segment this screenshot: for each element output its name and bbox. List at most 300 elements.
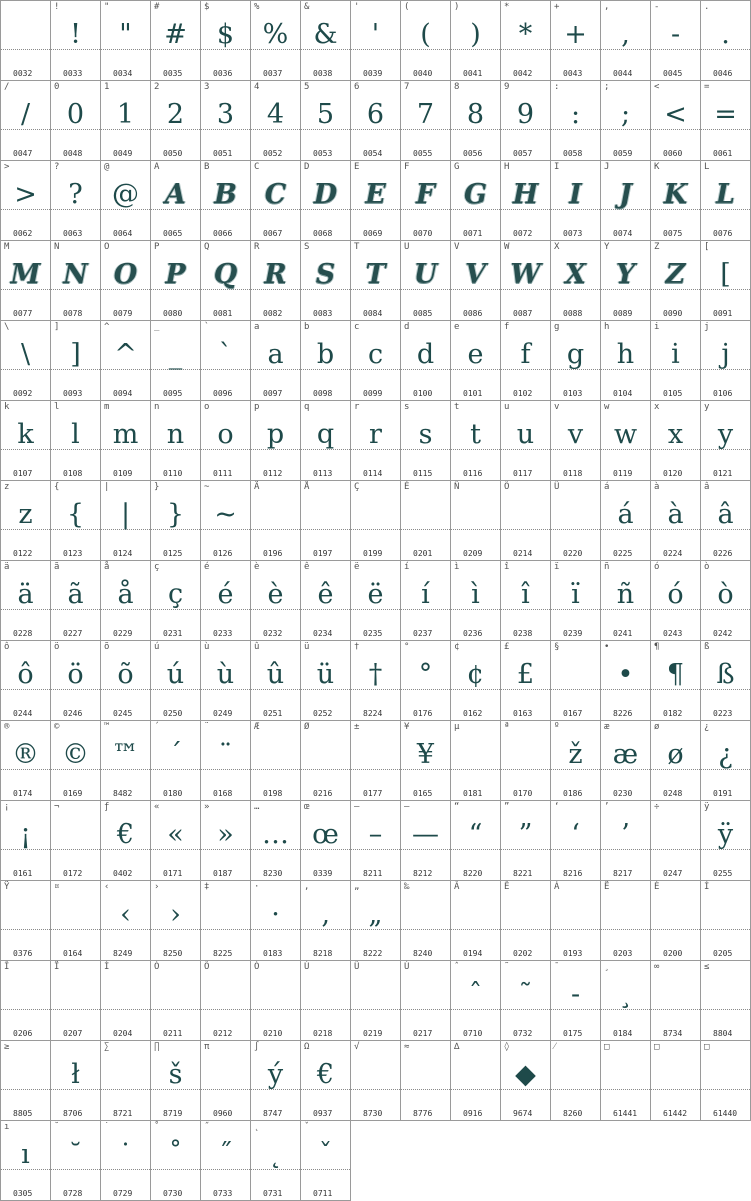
glyph-cell <box>101 561 151 641</box>
glyph-cell-label: ç <box>154 562 160 572</box>
glyph-sample: ù <box>216 659 235 690</box>
glyph-code: 0114 <box>363 469 383 478</box>
glyph-sample: , <box>621 19 630 50</box>
glyph-cell <box>401 81 451 161</box>
glyph-sample: ¿ <box>718 739 733 770</box>
glyph-cell <box>601 961 651 1041</box>
glyph-code: 0165 <box>413 789 433 798</box>
glyph-cell-label: Æ <box>254 722 260 732</box>
glyph-code: 0058 <box>563 149 583 158</box>
glyph-code: 0710 <box>463 1029 483 1038</box>
glyph-code: 0086 <box>463 309 483 318</box>
glyph-code: 0729 <box>113 1189 133 1198</box>
glyph-cell <box>1 961 51 1041</box>
glyph-cell <box>251 321 301 401</box>
glyph-code: 0067 <box>263 229 283 238</box>
glyph-code: 0255 <box>713 869 733 878</box>
glyph-code: 0054 <box>363 149 383 158</box>
glyph-code: 0123 <box>63 549 83 558</box>
glyph-cell-label: > <box>4 162 10 172</box>
glyph-cell-label: P <box>154 242 160 252</box>
baseline-rule <box>651 1009 700 1010</box>
glyph-code: 0071 <box>463 229 483 238</box>
glyph-sample: ™ <box>112 739 139 770</box>
glyph-cell-label: — <box>404 802 410 812</box>
glyph-cell <box>51 721 101 801</box>
glyph-cell-label: © <box>54 722 60 732</box>
glyph-sample: © <box>62 739 89 770</box>
glyph-sample: h <box>616 339 635 370</box>
glyph-code: 0109 <box>113 469 133 478</box>
glyph-cell-label: ¥ <box>404 722 410 732</box>
glyph-cell <box>651 641 701 721</box>
glyph-cell <box>601 161 651 241</box>
glyph-code: 0376 <box>13 949 33 958</box>
glyph-cell-label: z <box>4 482 10 492</box>
glyph-code: 8221 <box>513 869 533 878</box>
glyph-cell-label: _ <box>154 322 160 332</box>
glyph-sample: : <box>570 99 581 130</box>
baseline-rule <box>351 769 400 770</box>
glyph-sample: ° <box>418 659 433 690</box>
glyph-code: 0251 <box>263 709 283 718</box>
baseline-rule <box>501 929 550 930</box>
baseline-rule <box>451 529 500 530</box>
glyph-cell <box>351 401 401 481</box>
glyph-code: 0039 <box>363 69 383 78</box>
glyph-cell-label: & <box>304 2 310 12</box>
glyph-code: 0235 <box>363 629 383 638</box>
glyph-sample: Y <box>615 259 636 290</box>
glyph-sample: “ <box>468 819 483 850</box>
glyph-cell-label: ⁄ <box>554 1042 556 1052</box>
glyph-cell <box>51 881 101 961</box>
glyph-cell <box>351 161 401 241</box>
glyph-cell-label: √ <box>354 1042 360 1052</box>
glyph-code: 0162 <box>463 709 483 718</box>
glyph-cell-label: ∆ <box>454 1042 460 1052</box>
glyph-sample: w <box>613 419 638 450</box>
glyph-cell <box>351 961 401 1041</box>
glyph-cell-label: W <box>504 242 510 252</box>
glyph-code: 0108 <box>63 469 83 478</box>
glyph-code: 0236 <box>463 629 483 638</box>
glyph-code: 0057 <box>513 149 533 158</box>
glyph-cell-label: , <box>604 2 610 12</box>
glyph-code: 8211 <box>363 869 383 878</box>
glyph-sample: ¨ <box>218 739 233 770</box>
glyph-sample: ( <box>420 19 431 50</box>
glyph-sample: H <box>512 179 539 210</box>
glyph-sample: e <box>467 339 484 370</box>
glyph-code: 0033 <box>63 69 83 78</box>
glyph-cell-label: ¢ <box>454 642 460 652</box>
glyph-cell-label: \ <box>4 322 10 332</box>
glyph-code: 8805 <box>13 1109 33 1118</box>
glyph-code: 8218 <box>313 949 333 958</box>
glyph-cell-label: ' <box>354 2 360 12</box>
glyph-sample: ¢ <box>466 659 485 690</box>
glyph-code: 0119 <box>613 469 633 478</box>
glyph-code: 0064 <box>113 229 133 238</box>
glyph-cell-label: ø <box>654 722 660 732</box>
glyph-cell <box>501 961 551 1041</box>
glyph-cell-label: } <box>154 482 160 492</box>
glyph-sample: „ <box>368 899 383 930</box>
glyph-cell-label: m <box>104 402 110 412</box>
glyph-cell-label: E <box>354 162 360 172</box>
glyph-cell <box>551 161 601 241</box>
glyph-code: 0172 <box>63 869 83 878</box>
glyph-sample: ® <box>12 739 39 770</box>
glyph-cell-label: [ <box>704 242 710 252</box>
glyph-cell <box>251 1 301 81</box>
glyph-code: 8230 <box>263 869 283 878</box>
glyph-code: 0063 <box>63 229 83 238</box>
glyph-cell <box>701 961 751 1041</box>
glyph-code: 0960 <box>213 1109 233 1118</box>
glyph-code: 0042 <box>513 69 533 78</box>
glyph-sample: N <box>63 259 88 290</box>
glyph-cell <box>351 721 401 801</box>
glyph-cell <box>401 961 451 1041</box>
glyph-code: 0055 <box>413 149 433 158</box>
glyph-sample: ` <box>218 339 233 370</box>
glyph-cell <box>301 881 351 961</box>
glyph-code: 0113 <box>313 469 333 478</box>
glyph-sample: ’ <box>621 819 630 850</box>
glyph-code: 0197 <box>313 549 333 558</box>
glyph-sample: v <box>567 419 584 450</box>
glyph-sample: 2 <box>166 99 185 130</box>
glyph-cell <box>201 561 251 641</box>
glyph-cell <box>451 401 501 481</box>
glyph-sample: ¥ <box>416 739 435 770</box>
glyph-cell <box>301 401 351 481</box>
glyph-cell-label: # <box>154 2 160 12</box>
glyph-cell-label: @ <box>104 162 110 172</box>
glyph-sample: ‹ <box>120 899 131 930</box>
glyph-cell-label: ∑ <box>104 1042 110 1052</box>
glyph-cell-label: œ <box>304 802 310 812</box>
glyph-cell-label: d <box>404 322 410 332</box>
glyph-cell-label: n <box>154 402 160 412</box>
glyph-cell-label: l <box>54 402 60 412</box>
glyph-cell-label: • <box>604 642 610 652</box>
glyph-code: 0731 <box>263 1189 283 1198</box>
glyph-code: 0060 <box>663 149 683 158</box>
glyph-code: 0090 <box>663 309 683 318</box>
glyph-cell <box>201 801 251 881</box>
glyph-sample: $ <box>216 19 235 50</box>
glyph-sample: ! <box>70 19 81 50</box>
glyph-cell <box>651 721 701 801</box>
glyph-code: 0211 <box>163 1029 183 1038</box>
glyph-cell-label: ∫ <box>254 1042 260 1052</box>
glyph-cell <box>1 321 51 401</box>
glyph-code: 0037 <box>263 69 283 78</box>
glyph-cell <box>251 561 301 641</box>
glyph-code: 0184 <box>613 1029 633 1038</box>
glyph-cell-label: T <box>354 242 360 252</box>
glyph-cell <box>151 241 201 321</box>
glyph-cell <box>551 721 601 801</box>
glyph-code: 0092 <box>13 389 33 398</box>
glyph-cell <box>501 561 551 641</box>
glyph-cell <box>1 401 51 481</box>
glyph-sample: ˘ <box>68 1139 83 1170</box>
glyph-cell-label: ú <box>154 642 160 652</box>
glyph-cell-label: µ <box>454 722 460 732</box>
glyph-sample: – <box>368 819 383 850</box>
glyph-cell-label: ¤ <box>54 882 60 892</box>
glyph-sample: r <box>369 419 382 450</box>
glyph-sample: | <box>120 499 131 530</box>
glyph-cell-label: ( <box>404 2 410 12</box>
glyph-cell <box>351 81 401 161</box>
glyph-cell <box>201 881 251 961</box>
baseline-rule <box>201 1089 250 1090</box>
glyph-cell-label: + <box>554 2 560 12</box>
glyph-code: 0209 <box>463 549 483 558</box>
glyph-cell <box>1 641 51 721</box>
glyph-cell-label: H <box>504 162 510 172</box>
glyph-sample: • <box>617 659 634 690</box>
glyph-cell <box>151 1041 201 1121</box>
glyph-cell <box>51 561 101 641</box>
glyph-cell <box>401 401 451 481</box>
glyph-cell-label: f <box>504 322 510 332</box>
glyph-sample: * <box>518 19 533 50</box>
glyph-code: 0175 <box>563 1029 583 1038</box>
glyph-code: 0219 <box>363 1029 383 1038</box>
glyph-cell-label: ˙ <box>104 1122 110 1132</box>
glyph-cell <box>501 321 551 401</box>
glyph-sample: y <box>717 419 734 450</box>
glyph-code: 0103 <box>563 389 583 398</box>
glyph-cell <box>451 1 501 81</box>
glyph-cell-label: ; <box>604 82 610 92</box>
glyph-cell-label: ≥ <box>4 1042 10 1052</box>
glyph-code: 0167 <box>563 709 583 718</box>
glyph-cell <box>651 321 701 401</box>
glyph-cell-label: ˇ <box>304 1122 310 1132</box>
glyph-cell <box>701 881 751 961</box>
glyph-code: 8216 <box>563 869 583 878</box>
glyph-sample: ä <box>17 579 34 610</box>
glyph-code: 0095 <box>163 389 183 398</box>
baseline-rule <box>1 929 50 930</box>
glyph-cell <box>551 321 601 401</box>
glyph-sample: c <box>367 339 384 370</box>
glyph-sample: X <box>565 259 586 290</box>
glyph-cell <box>151 161 201 241</box>
glyph-cell-label: à <box>654 482 660 492</box>
glyph-code: 0079 <box>113 309 133 318</box>
glyph-sample: 4 <box>266 99 285 130</box>
glyph-code: 0402 <box>113 869 133 878</box>
glyph-code: 0174 <box>13 789 33 798</box>
glyph-cell-label: / <box>4 82 10 92</box>
glyph-cell-label: ó <box>654 562 660 572</box>
glyph-cell-label: Ï <box>54 962 60 972</box>
glyph-sample: ^ <box>114 339 137 370</box>
glyph-cell <box>451 321 501 401</box>
glyph-sample: Q <box>213 259 238 290</box>
glyph-cell-label: π <box>204 1042 210 1052</box>
glyph-sample: p <box>266 419 285 450</box>
glyph-cell-label: S <box>304 242 310 252</box>
glyph-sample: ' <box>371 19 380 50</box>
glyph-sample: u <box>516 419 535 450</box>
glyph-cell-label: ë <box>354 562 360 572</box>
glyph-sample: ó <box>667 579 684 610</box>
glyph-cell-label: * <box>504 2 510 12</box>
glyph-cell <box>251 241 301 321</box>
glyph-cell-label: Ü <box>554 482 560 492</box>
glyph-cell <box>601 561 651 641</box>
glyph-cell <box>501 1041 551 1121</box>
glyph-cell-label: s <box>404 402 410 412</box>
glyph-cell <box>551 961 601 1041</box>
glyph-cell <box>601 641 651 721</box>
glyph-cell <box>501 161 551 241</box>
glyph-code: 0198 <box>263 789 283 798</box>
glyph-code: 0045 <box>663 69 683 78</box>
glyph-cell <box>151 801 201 881</box>
glyph-cell <box>501 401 551 481</box>
glyph-code: 0728 <box>63 1189 83 1198</box>
glyph-cell <box>551 81 601 161</box>
glyph-code: 0034 <box>113 69 133 78</box>
glyph-sample: é <box>217 579 234 610</box>
glyph-sample: 7 <box>416 99 435 130</box>
glyph-code: 8719 <box>163 1109 183 1118</box>
glyph-sample: ˝ <box>218 1139 233 1170</box>
glyph-cell <box>51 81 101 161</box>
glyph-cell <box>101 1041 151 1121</box>
baseline-rule <box>551 529 600 530</box>
glyph-cell <box>651 481 701 561</box>
glyph-code: 0187 <box>213 869 233 878</box>
glyph-cell <box>501 721 551 801</box>
glyph-cell-label: K <box>654 162 660 172</box>
glyph-sample: \ <box>20 339 31 370</box>
glyph-cell-label: Ò <box>254 962 260 972</box>
glyph-sample: ◆ <box>515 1059 536 1090</box>
glyph-cell <box>151 401 201 481</box>
glyph-cell <box>51 241 101 321</box>
glyph-cell <box>301 481 351 561</box>
glyph-cell <box>401 561 451 641</box>
glyph-code: 0112 <box>263 469 283 478</box>
glyph-sample: j <box>721 339 730 370</box>
glyph-cell <box>201 1 251 81</box>
glyph-code: 0224 <box>663 549 683 558</box>
baseline-rule <box>551 1089 600 1090</box>
glyph-cell <box>401 241 451 321</box>
glyph-sample: { <box>66 499 85 530</box>
glyph-cell-label: Ä <box>254 482 260 492</box>
glyph-sample: D <box>313 179 338 210</box>
glyph-cell <box>251 481 301 561</box>
glyph-cell-label: q <box>304 402 310 412</box>
glyph-cell-label: Y <box>604 242 610 252</box>
glyph-code: 0050 <box>163 149 183 158</box>
glyph-cell <box>101 641 151 721</box>
glyph-sample: # <box>164 19 187 50</box>
glyph-cell-label: 9 <box>504 82 510 92</box>
glyph-cell-label: · <box>254 882 260 892</box>
glyph-code: 9674 <box>513 1109 533 1118</box>
glyph-cell-label: ∞ <box>654 962 660 972</box>
glyph-cell-label: o <box>204 402 210 412</box>
glyph-code: 61440 <box>713 1109 738 1118</box>
glyph-sample: ø <box>667 739 684 770</box>
glyph-cell <box>1 801 51 881</box>
baseline-rule <box>1 1009 50 1010</box>
glyph-cell-label: | <box>104 482 110 492</box>
glyph-code: 0246 <box>63 709 83 718</box>
glyph-code: 0182 <box>663 709 683 718</box>
glyph-cell <box>151 81 201 161</box>
glyph-code: 0077 <box>13 309 33 318</box>
glyph-cell <box>701 1041 751 1121</box>
glyph-cell <box>451 641 501 721</box>
glyph-cell <box>351 481 401 561</box>
glyph-code: 0218 <box>313 1029 333 1038</box>
glyph-code: 0122 <box>13 549 33 558</box>
glyph-cell <box>401 641 451 721</box>
glyph-cell-label: Ô <box>204 962 210 972</box>
glyph-sample: l <box>71 419 80 450</box>
glyph-cell <box>1 881 51 961</box>
glyph-cell <box>1 561 51 641</box>
baseline-rule <box>51 1009 100 1010</box>
glyph-code: 0051 <box>213 149 233 158</box>
glyph-cell <box>251 961 301 1041</box>
glyph-cell <box>701 641 751 721</box>
glyph-cell-label: v <box>554 402 560 412</box>
glyph-sample: € <box>116 819 135 850</box>
glyph-cell-label: ¸ <box>604 962 610 972</box>
glyph-cell-label: A <box>154 162 160 172</box>
glyph-sample: _ <box>168 339 183 370</box>
glyph-cell-label: – <box>354 802 360 812</box>
glyph-cell <box>601 81 651 161</box>
glyph-sample: - <box>670 19 681 50</box>
glyph-cell-label: 8 <box>454 82 460 92</box>
glyph-cell <box>551 641 601 721</box>
glyph-cell <box>451 961 501 1041</box>
glyph-code: 8222 <box>363 949 383 958</box>
glyph-cell-label: g <box>554 322 560 332</box>
glyph-code: 8249 <box>113 949 133 958</box>
glyph-cell <box>551 801 601 881</box>
glyph-cell-label: “ <box>454 802 460 812</box>
glyph-cell-label: ° <box>404 642 410 652</box>
glyph-code: 0117 <box>513 469 533 478</box>
glyph-cell <box>201 1121 251 1201</box>
baseline-rule <box>301 1009 350 1010</box>
glyph-sample: ô <box>17 659 34 690</box>
glyph-sample: s <box>418 419 433 450</box>
glyph-code: 0056 <box>463 149 483 158</box>
glyph-sample: ‘ <box>571 819 580 850</box>
glyph-sample: T <box>365 259 386 290</box>
glyph-cell <box>201 321 251 401</box>
glyph-cell <box>301 321 351 401</box>
